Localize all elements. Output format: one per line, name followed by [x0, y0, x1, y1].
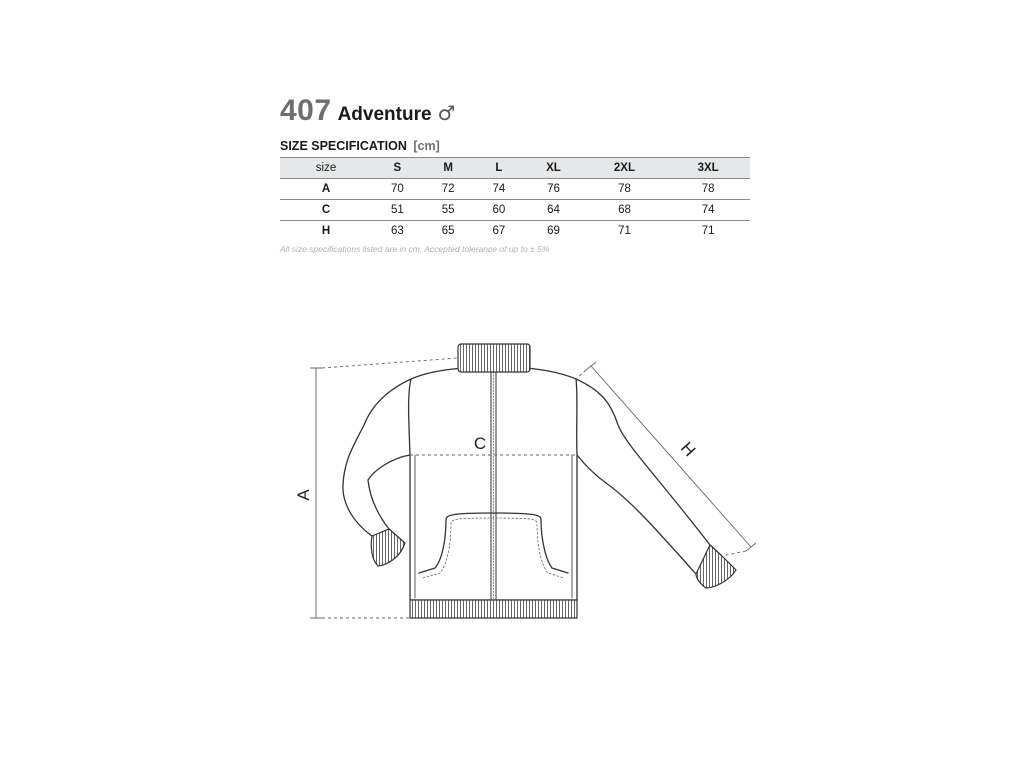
table-cell: 71	[618, 225, 631, 237]
table-cell: 74	[474, 179, 525, 200]
table-cell: 64	[524, 200, 582, 221]
table-cell: 51	[372, 200, 423, 221]
tolerance-note: All size specifications listed are in cm. Accepted tolerance of up to ± 5%	[280, 244, 550, 254]
table-cell: 78	[583, 179, 667, 200]
table-header-cell: 2XL	[583, 158, 667, 179]
label-a: A	[294, 489, 313, 501]
product-code: 407	[280, 94, 332, 127]
table-header-cell: size	[280, 158, 372, 179]
table-cell: 67	[492, 225, 506, 237]
table-cell: 55	[423, 200, 474, 221]
table-cell: 70	[372, 179, 423, 200]
measure-h-guides	[576, 370, 746, 556]
jacket-body-outline	[409, 368, 577, 600]
table-cell: 71	[701, 225, 715, 237]
label-h: H	[676, 438, 700, 461]
right-sleeve-outline	[576, 379, 722, 574]
table-cell: 78	[666, 179, 750, 200]
left-rib-cuff	[371, 529, 405, 566]
table-cell: 72	[423, 179, 474, 200]
table-cell: 69	[547, 225, 560, 237]
row-label: C	[280, 200, 372, 221]
table-cell: 76	[524, 179, 582, 200]
table-cell: 63	[390, 225, 404, 237]
spec-title-text: SIZE SPECIFICATION	[280, 139, 407, 153]
product-name: Adventure	[337, 104, 432, 125]
table-cell: 74	[666, 200, 750, 221]
table-cell: 65	[441, 225, 455, 237]
table-cell: 68	[583, 200, 667, 221]
rib-collar	[458, 344, 530, 372]
row-label: A	[280, 179, 372, 200]
pocket-topstitch	[423, 518, 564, 578]
table-header-cell: 3XL	[666, 158, 750, 179]
male-symbol-icon: ♂	[437, 101, 456, 125]
spec-unit: [cm]	[413, 139, 440, 153]
table-header-cell: S	[372, 158, 423, 179]
row-label: H	[321, 225, 331, 237]
right-rib-cuff	[696, 545, 736, 588]
measure-h-dim-line	[586, 362, 756, 551]
table-header-cell: M	[423, 158, 474, 179]
label-c: C	[473, 434, 487, 453]
table-header-cell: L	[474, 158, 525, 179]
table-cell: 60	[474, 200, 525, 221]
left-sleeve-outline	[343, 379, 411, 541]
rib-hem	[410, 600, 577, 618]
table-header-cell: XL	[524, 158, 582, 179]
